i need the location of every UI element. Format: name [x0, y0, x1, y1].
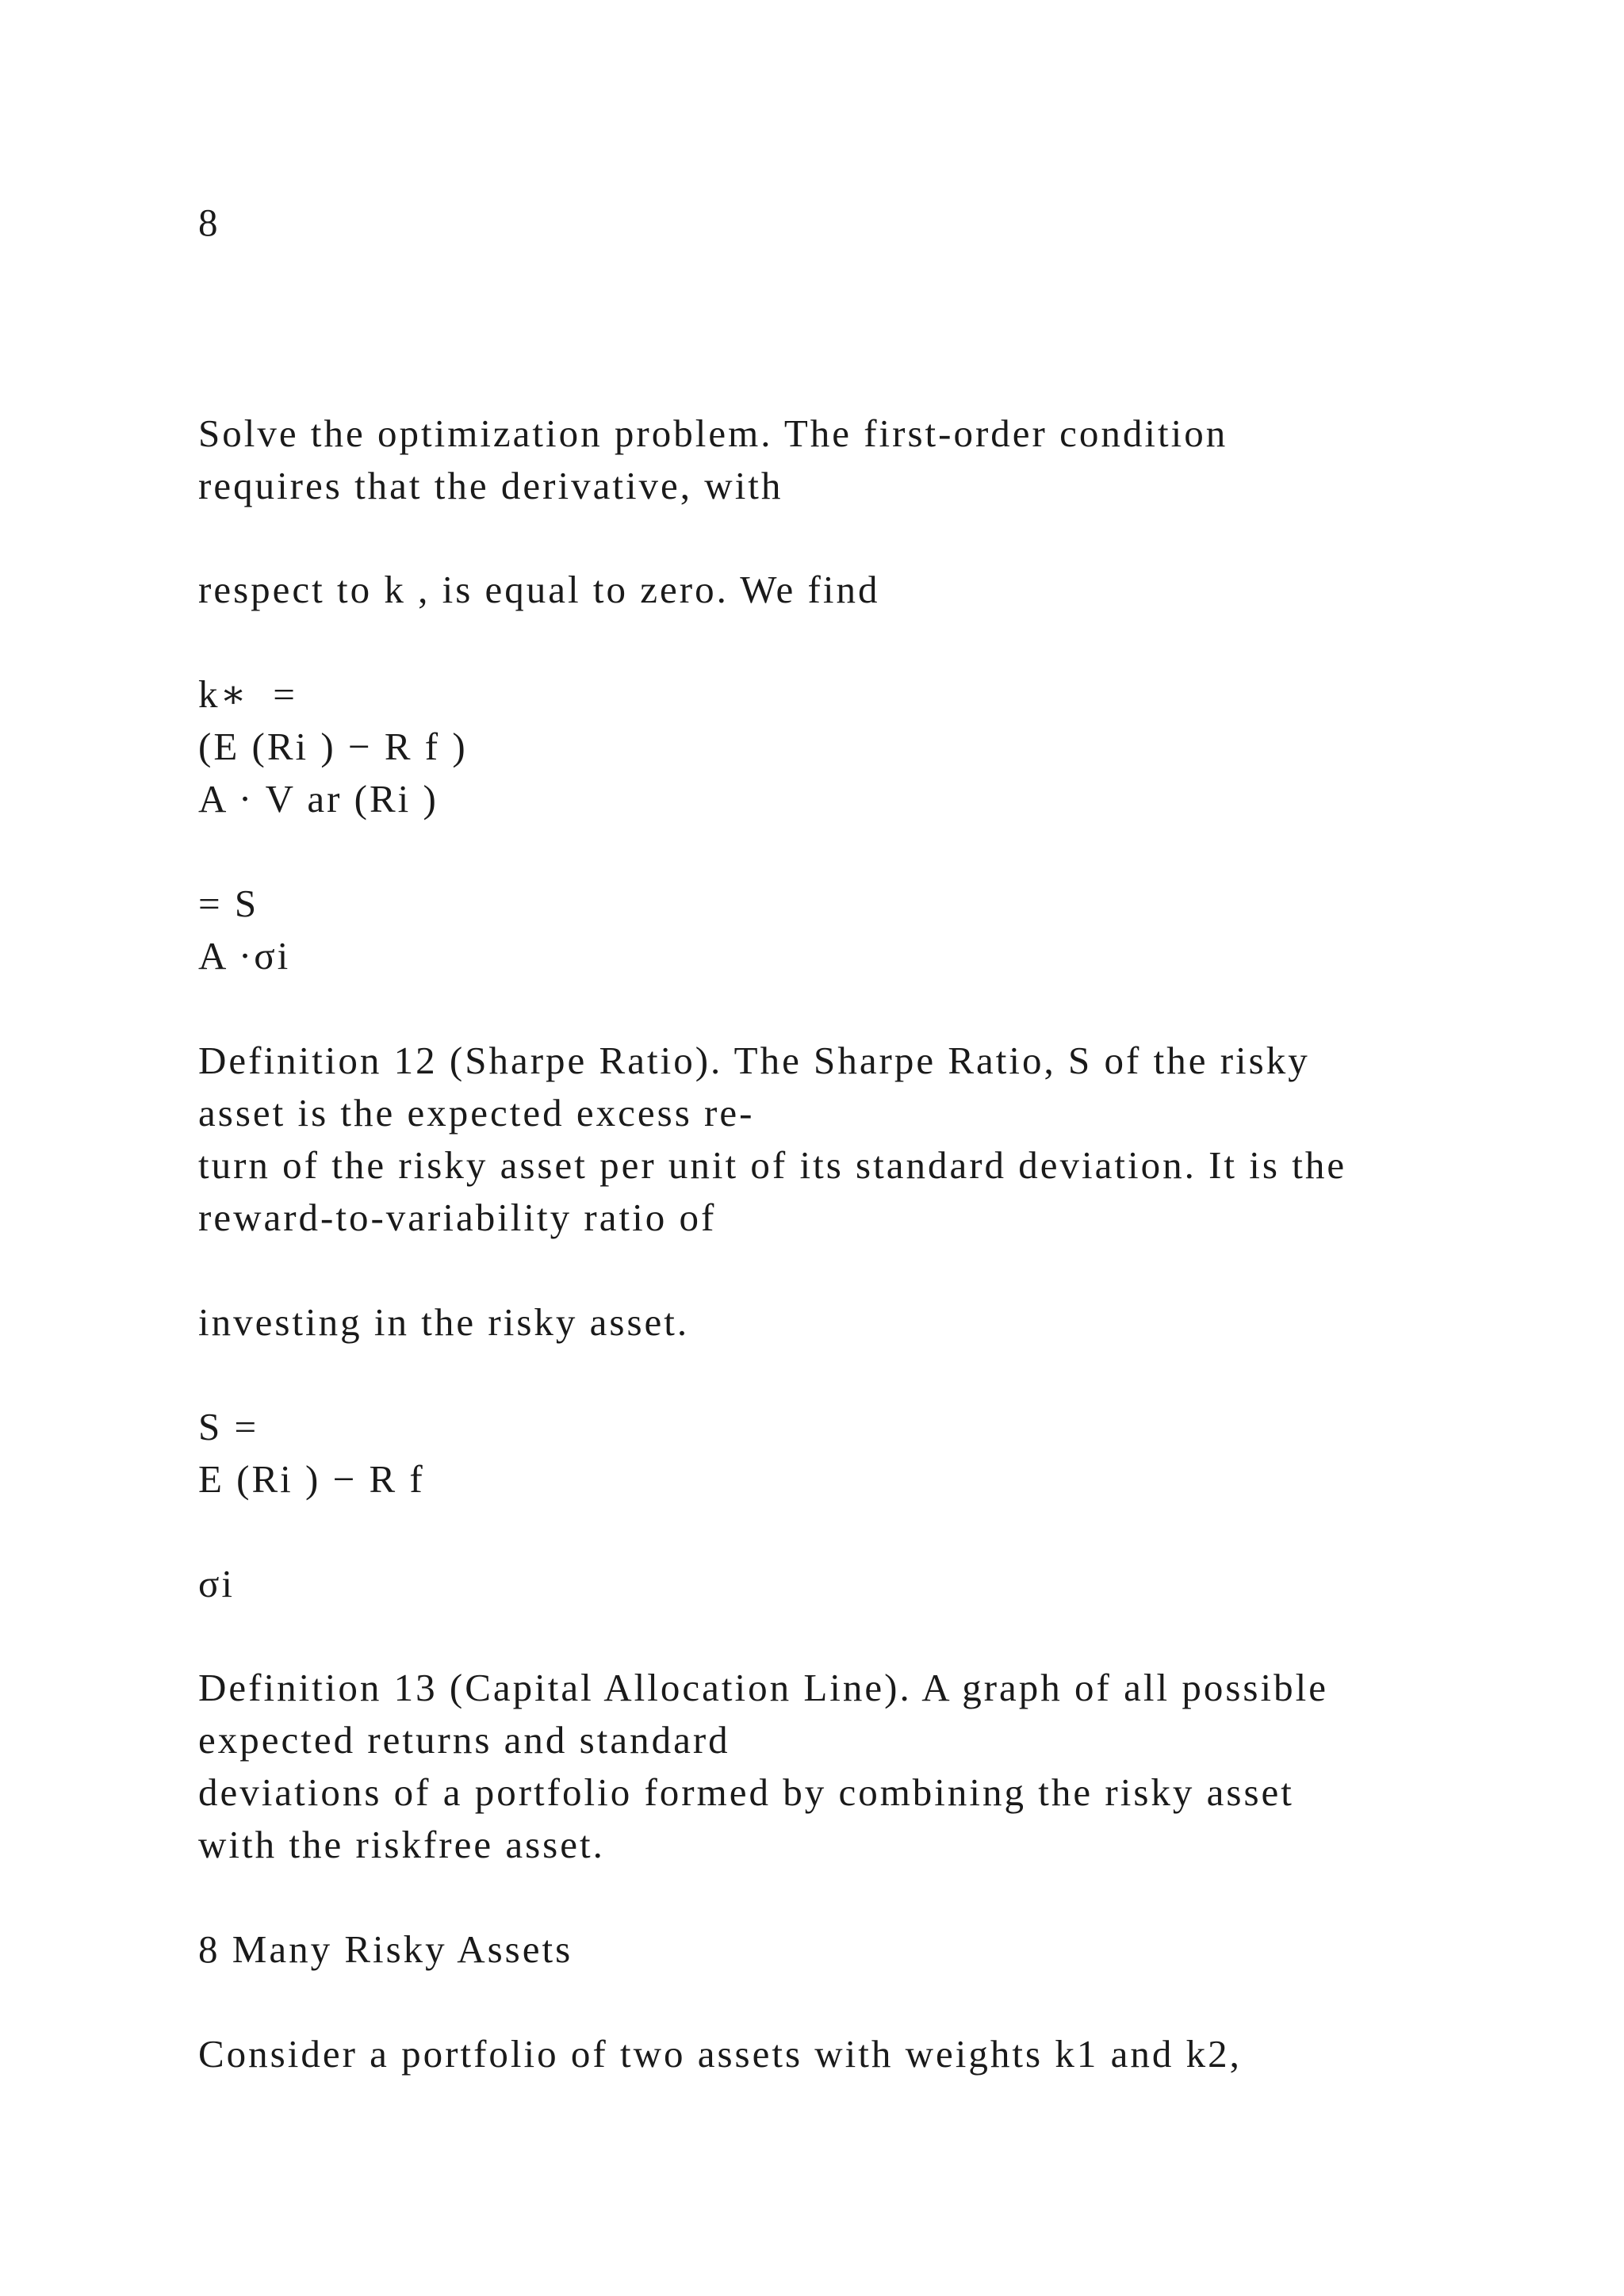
definition-line: deviations of a portfolio formed by combining the risky asset: [198, 1770, 1294, 1814]
equation-line: E (Ri ) − R f: [198, 1457, 425, 1501]
paragraph-line: Solve the optimization problem. The first-order condition: [198, 411, 1228, 455]
paragraph-line: requires that the derivative, with: [198, 464, 783, 507]
page-number: 8: [198, 201, 220, 244]
equation-line: = S: [198, 882, 259, 925]
equation-line: (E (Ri ) − R f ): [198, 725, 468, 768]
equation-line: A · V ar (Ri ): [198, 777, 439, 821]
definition-line: reward-to-variability ratio of: [198, 1196, 717, 1239]
equation-line: k∗ =: [198, 672, 297, 716]
paragraph-line: Consider a portfolio of two assets with weights k1 and k2,: [198, 2032, 1242, 2076]
definition-line: asset is the expected excess re-: [198, 1091, 755, 1135]
equation-line: σi: [198, 1562, 236, 1605]
section-heading: 8 Many Risky Assets: [198, 1927, 573, 1971]
definition-line: Definition 13 (Capital Allocation Line). A graph of all possible: [198, 1666, 1328, 1709]
definition-line: investing in the risky asset.: [198, 1300, 690, 1344]
definition-line: Definition 12 (Sharpe Ratio). The Sharpe Ratio, S of the risky: [198, 1039, 1310, 1082]
paragraph-line: respect to k , is equal to zero. We find: [198, 568, 880, 611]
definition-line: turn of the risky asset per unit of its standard deviation. It is the: [198, 1143, 1347, 1187]
definition-line: with the riskfree asset.: [198, 1823, 605, 1866]
definition-line: expected returns and standard: [198, 1718, 730, 1762]
equation-line: S =: [198, 1405, 259, 1448]
equation-line: A ·σi: [198, 934, 291, 978]
